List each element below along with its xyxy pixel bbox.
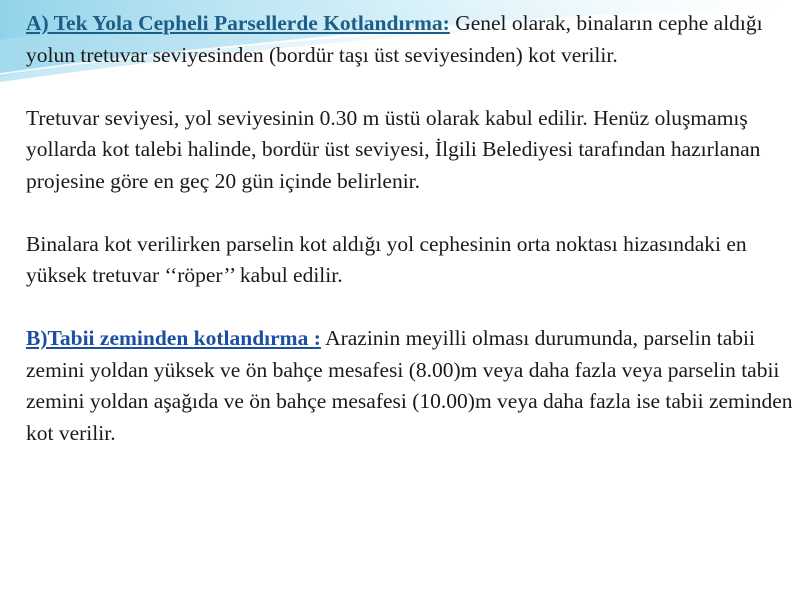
section-b-body: Arazinin meyilli olması durumunda, parselin tabii zemini yoldan yüksek ve ön bahçe mesafesi (8.00)m veya daha fazla veya parselin tabii zemini yoldan aşağıda ve ön bahçe mesafesi (10.00)m veya daha fazla ise tabii zeminden kot verilir. [26,326,793,445]
section-a-intro: Genel olarak, binaların cephe aldığı yolun tretuvar seviyesinden (bordür taşı üst seviyesinden) kot verilir. [26,11,763,67]
section-b-heading: B)Tabii zeminden kotlandırma : [26,326,321,350]
paragraph-section-b [26,323,796,449]
section-a-heading: A) Tek Yola Cepheli Parsellerde Kotlandırma: [26,11,450,35]
paragraph-gap [26,71,796,103]
paragraph-gap [26,292,796,324]
paragraph-roper: Binalara kot verilirken parselin kot aldığı yol cephesinin orta noktası hizasındaki en yüksek tretuvar ‘‘röper’’ kabul edilir. [26,231,747,287]
paragraph-tretuvar: Tretuvar seviyesi, yol seviyesinin 0.30 m üstü olarak kabul edilir. Henüz oluşmamış yollarda kot talebi halinde, bordür üst seviyesi, İlgili Belediyesi tarafından hazırlanan projesine göre en geç 20 gün içinde belirlenir. [26,105,761,193]
paragraph-section-a [26,8,796,71]
paragraph-gap [26,197,796,229]
slide-text-body [26,8,796,449]
